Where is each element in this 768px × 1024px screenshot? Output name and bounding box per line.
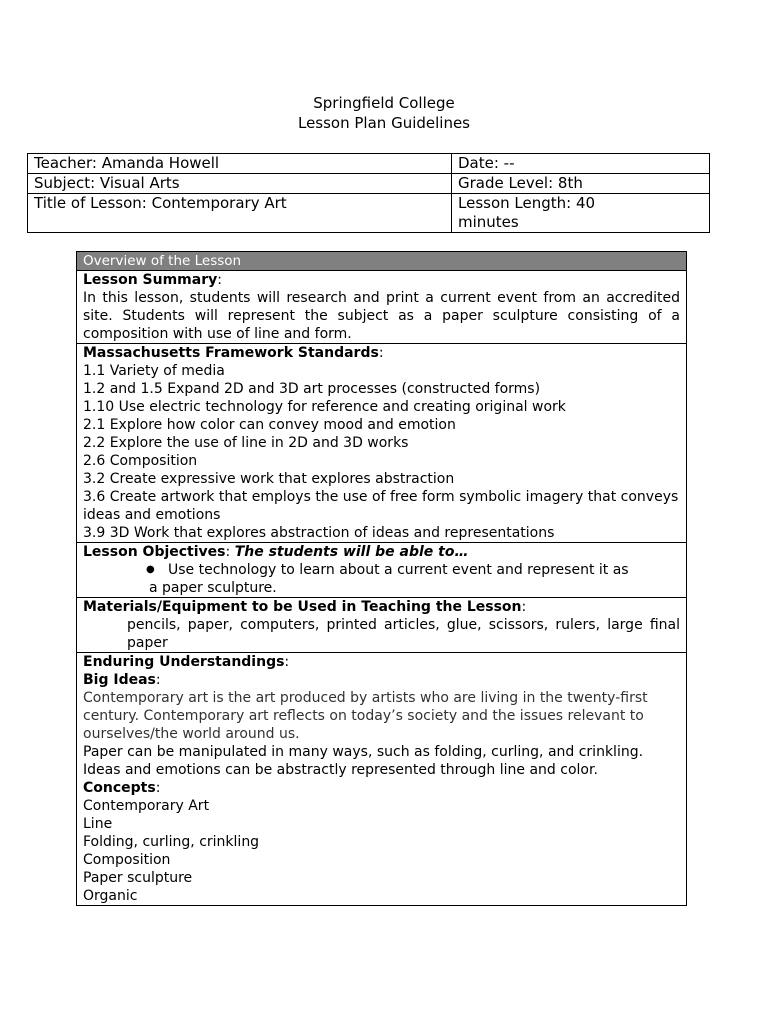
lesson-summary-section: Lesson Summary: In this lesson, students will research and print a current event from an accredited site. Students will represent the subject as a paper sculpture consisting of a composition with use of line and form. bbox=[77, 270, 686, 343]
standard-item: 3.9 3D Work that explores abstraction of ideas and representations bbox=[83, 525, 555, 541]
info-row bbox=[28, 174, 710, 194]
standard-item: 1.10 Use electric technology for reference and creating original work bbox=[83, 399, 566, 415]
subject-cell: Subject: Visual Arts bbox=[28, 174, 452, 194]
understandings-label: Enduring Understandings bbox=[83, 654, 285, 670]
document-header bbox=[0, 93, 768, 133]
grade-cell: Grade Level: 8th bbox=[452, 174, 710, 194]
bullet-icon: ● bbox=[146, 564, 155, 575]
concept-item: Paper sculpture bbox=[83, 870, 193, 886]
info-row bbox=[28, 154, 710, 174]
concept-item: Organic bbox=[83, 888, 138, 904]
lesson-length-cell bbox=[452, 194, 710, 233]
standards-label: Massachusetts Framework Standards bbox=[83, 345, 379, 361]
materials-section: Materials/Equipment to be Used in Teaching the Lesson: pencils, paper, computers, printed articles, glue, scissors, rulers, large final paper bbox=[77, 597, 686, 652]
document-title: Lesson Plan Guidelines bbox=[297, 114, 471, 132]
institution-name: Springfield College bbox=[313, 94, 455, 112]
date-cell: Date: -- bbox=[452, 154, 710, 174]
objectives-section: Lesson Objectives: The students will be able to… ● Use technology to learn about a current event and represent it as a paper sculpture. bbox=[77, 542, 686, 597]
big-idea-item: Paper can be manipulated in many ways, such as folding, curling, and crinkling. bbox=[83, 744, 644, 760]
materials-text: pencils, paper, computers, printed articles, glue, scissors, rulers, large final paper bbox=[127, 617, 680, 651]
lesson-summary-label: Lesson Summary bbox=[83, 272, 218, 288]
objective-item bbox=[83, 561, 680, 579]
lesson-overview-table bbox=[76, 251, 687, 906]
concept-item: Line bbox=[83, 816, 113, 832]
materials-label: Materials/Equipment to be Used in Teaching the Lesson bbox=[83, 599, 522, 615]
lesson-summary-text: In this lesson, students will research and print a current event from an accredited site. Students will represent the subject as a paper sculpture consisting of a composition with use of line and form. bbox=[83, 290, 680, 342]
objectives-label: Lesson Objectives bbox=[83, 544, 226, 560]
objective-text-first: Use technology to learn about a current event and represent it as bbox=[168, 562, 629, 578]
lesson-title-cell: Title of Lesson: Contemporary Art bbox=[28, 194, 452, 233]
standard-item: 2.6 Composition bbox=[83, 453, 198, 469]
objective-text-rest: a paper sculpture. bbox=[149, 580, 277, 596]
big-idea-item: Ideas and emotions can be abstractly represented through line and color. bbox=[83, 762, 598, 778]
concepts-label: Concepts bbox=[83, 780, 156, 796]
standard-item: 1.1 Variety of media bbox=[83, 363, 225, 379]
teacher-cell: Teacher: Amanda Howell bbox=[28, 154, 452, 174]
lesson-info-table bbox=[27, 153, 710, 233]
standard-item: 2.2 Explore the use of line in 2D and 3D works bbox=[83, 435, 409, 451]
standards-section: Massachusetts Framework Standards: 1.1 Variety of media 1.2 and 1.5 Expand 2D and 3D art processes (constructed forms) 1.10 Use electric technology for reference and creating original work 2.1 Explore how color can convey mood and emotion 2.2 Explore the use of line in 2D and 3D works 2.6 Composition 3.2 Create expressive work that explores abstraction 3.6 Create artwork that employs the use of free form symbolic imagery that conveys ideas and emotions 3.9 3D Work that explores abstraction of ideas and representations bbox=[77, 343, 686, 542]
info-row bbox=[28, 194, 710, 233]
objectives-lead: The students will be able to… bbox=[234, 544, 469, 560]
lesson-length-line2: minutes bbox=[458, 213, 519, 231]
standard-item: 3.2 Create expressive work that explores abstraction bbox=[83, 471, 455, 487]
lesson-length-line1: Lesson Length: 40 bbox=[458, 194, 596, 212]
concept-item: Contemporary Art bbox=[83, 798, 210, 814]
standard-item: 3.6 Create artwork that employs the use of free form symbolic imagery that conveys ideas and emotions bbox=[83, 489, 679, 523]
overview-header: Overview of the Lesson bbox=[77, 252, 686, 270]
standard-item: 2.1 Explore how color can convey mood and emotion bbox=[83, 417, 456, 433]
big-ideas-label: Big Ideas bbox=[83, 672, 156, 688]
big-idea-item: Contemporary art is the art produced by artists who are living in the twenty-first century. Contemporary art reflects on today’s society and the issues relevant to ourselves/the world around us. bbox=[83, 690, 648, 742]
understandings-section: Enduring Understandings: Big Ideas: Contemporary art is the art produced by artists who are living in the twenty-first century. Contemporary art reflects on today’s society and the issues relevant to ourselves/the world around us. Paper can be manipulated in many ways, such as folding, curling, and crinkling. Ideas and emotions can be abstractly represented through line and color. Concepts: Contemporary Art Line Folding, curling, crinkling Composition Paper sculpture Organic bbox=[77, 652, 686, 905]
concept-item: Composition bbox=[83, 852, 171, 868]
standard-item: 1.2 and 1.5 Expand 2D and 3D art processes (constructed forms) bbox=[83, 381, 541, 397]
concept-item: Folding, curling, crinkling bbox=[83, 834, 260, 850]
